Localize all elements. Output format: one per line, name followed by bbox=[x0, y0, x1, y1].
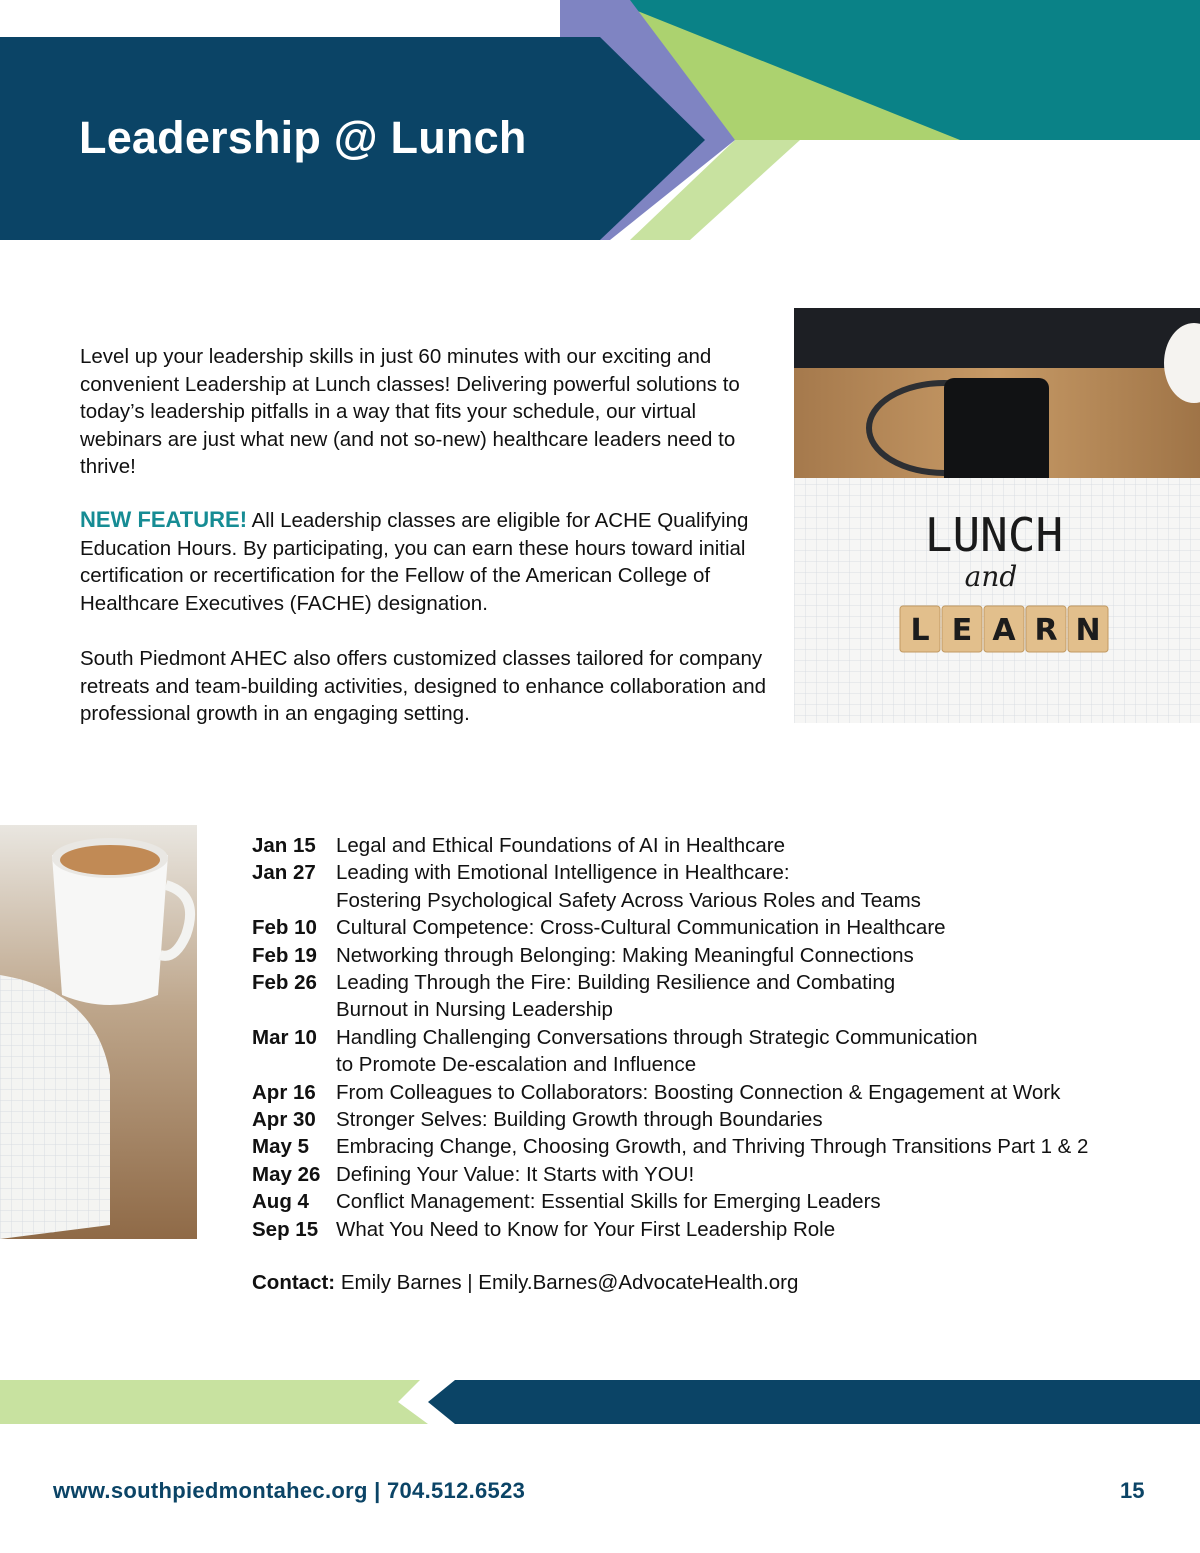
schedule-row bbox=[252, 832, 1182, 859]
letter-tile bbox=[1026, 606, 1066, 652]
tile-letter: R bbox=[1034, 613, 1058, 648]
schedule-row bbox=[252, 1188, 1182, 1215]
page-title: Leadership @ Lunch bbox=[79, 112, 527, 163]
schedule-date: Sep 15 bbox=[252, 1217, 319, 1241]
contact-label: Contact: bbox=[252, 1271, 336, 1294]
tile-letter: L bbox=[910, 613, 930, 648]
schedule-date: Aug 4 bbox=[252, 1190, 309, 1214]
new-feature-paragraph bbox=[80, 506, 770, 617]
phone-icon bbox=[944, 378, 1049, 488]
letter-tile bbox=[984, 606, 1024, 652]
class-schedule bbox=[252, 832, 1182, 1243]
schedule-date: Jan 15 bbox=[252, 834, 316, 857]
schedule-title: From Colleagues to Collaborators: Boosting Connection & Engagement at Work bbox=[336, 1080, 1061, 1104]
schedule-title: What You Need to Know for Your First Leadership Role bbox=[336, 1217, 836, 1241]
tile-letter: E bbox=[951, 613, 973, 648]
new-feature-text bbox=[80, 506, 770, 617]
schedule-title: Embracing Change, Choosing Growth, and Thriving Through Transitions Part 1 & 2 bbox=[336, 1135, 1089, 1159]
coffee-cup-photo bbox=[0, 825, 197, 1239]
schedule-date: May 5 bbox=[252, 1135, 309, 1159]
footer-contact: www.southpiedmontahec.org | 704.512.6523 bbox=[53, 1478, 526, 1503]
footer-lime-shape bbox=[0, 1380, 428, 1424]
letter-tile bbox=[900, 606, 940, 652]
schedule-title: Leading Through the Fire: Building Resilience and Combating Burnout in Nursing Leadership bbox=[336, 971, 896, 1022]
schedule-title: Stronger Selves: Building Growth through Boundaries bbox=[336, 1108, 823, 1132]
new-feature-label: NEW FEATURE! bbox=[80, 507, 248, 532]
custom-classes-text: South Piedmont AHEC also offers customized classes tailored for company retreats and team-building activities, designed to enhance collaboration and professional growth in an engaging setting. bbox=[80, 647, 767, 725]
schedule-date: May 26 bbox=[252, 1162, 321, 1186]
letter-tile bbox=[1068, 606, 1108, 652]
schedule-date: Feb 19 bbox=[252, 943, 317, 967]
footer-banner bbox=[0, 1378, 1200, 1426]
schedule-date: Feb 26 bbox=[252, 971, 317, 995]
custom-classes-paragraph bbox=[80, 645, 770, 728]
footer-navy-shape bbox=[428, 1380, 1200, 1424]
schedule-title: Handling Challenging Conversations through Strategic Communication to Promote De-escalation and Influence bbox=[336, 1025, 978, 1077]
schedule-title: Conflict Management: Essential Skills for Emerging Leaders bbox=[336, 1190, 881, 1214]
schedule-date: Feb 10 bbox=[252, 916, 317, 940]
contact-line bbox=[252, 1271, 798, 1295]
schedule-row bbox=[252, 859, 1182, 914]
tile-letter: A bbox=[992, 613, 1016, 648]
schedule-date: Apr 16 bbox=[252, 1080, 316, 1104]
page-number: 15 bbox=[1120, 1478, 1145, 1503]
schedule-title: Defining Your Value: It Starts with YOU! bbox=[336, 1162, 695, 1186]
schedule-title: Leading with Emotional Intelligence in Healthcare: Fostering Psychological Safety Across Various Roles and Teams bbox=[336, 861, 921, 912]
lunch-handwriting: LUNCH bbox=[924, 508, 1064, 562]
tile-letter: N bbox=[1075, 613, 1101, 648]
schedule-row bbox=[252, 1079, 1182, 1106]
intro-paragraph bbox=[80, 343, 770, 481]
intro-text: Level up your leadership skills in just 60 minutes with our exciting and convenient Leadership at Lunch classes! Delivering powerful solutions to today’s leadership pitfalls in a way that fits your schedule, our virtual webinars are just what new (and not so-new) healthcare leaders need to thrive! bbox=[80, 345, 740, 478]
schedule-row bbox=[252, 1106, 1182, 1133]
schedule-date: Mar 10 bbox=[252, 1025, 317, 1049]
lunch-and-learn-photo bbox=[794, 308, 1200, 723]
schedule-row bbox=[252, 942, 1182, 969]
schedule-row bbox=[252, 1161, 1182, 1188]
letter-tiles bbox=[900, 606, 1108, 652]
schedule-title: Cultural Competence: Cross-Cultural Communication in Healthcare bbox=[336, 916, 946, 940]
letter-tile bbox=[942, 606, 982, 652]
schedule-title: Legal and Ethical Foundations of AI in Healthcare bbox=[336, 834, 786, 857]
schedule-row bbox=[252, 969, 1182, 1024]
new-feature-body: All Leadership classes are eligible for ACHE Qualifying Education Hours. By participating, you can earn these hours toward initial certification or recertification for the Fellow of the American College of Healthcare Executives (FACHE) designation. bbox=[80, 509, 749, 615]
and-handwriting: and bbox=[964, 560, 1018, 593]
contact-info: Emily Barnes | Emily.Barnes@AdvocateHealth.org bbox=[335, 1271, 799, 1294]
schedule-title: Networking through Belonging: Making Meaningful Connections bbox=[336, 943, 914, 967]
schedule-row bbox=[252, 914, 1182, 941]
schedule-row bbox=[252, 1024, 1182, 1079]
schedule-date: Apr 30 bbox=[252, 1108, 316, 1132]
schedule-row bbox=[252, 1216, 1182, 1243]
schedule-date: Jan 27 bbox=[252, 861, 316, 885]
schedule-row bbox=[252, 1133, 1182, 1160]
